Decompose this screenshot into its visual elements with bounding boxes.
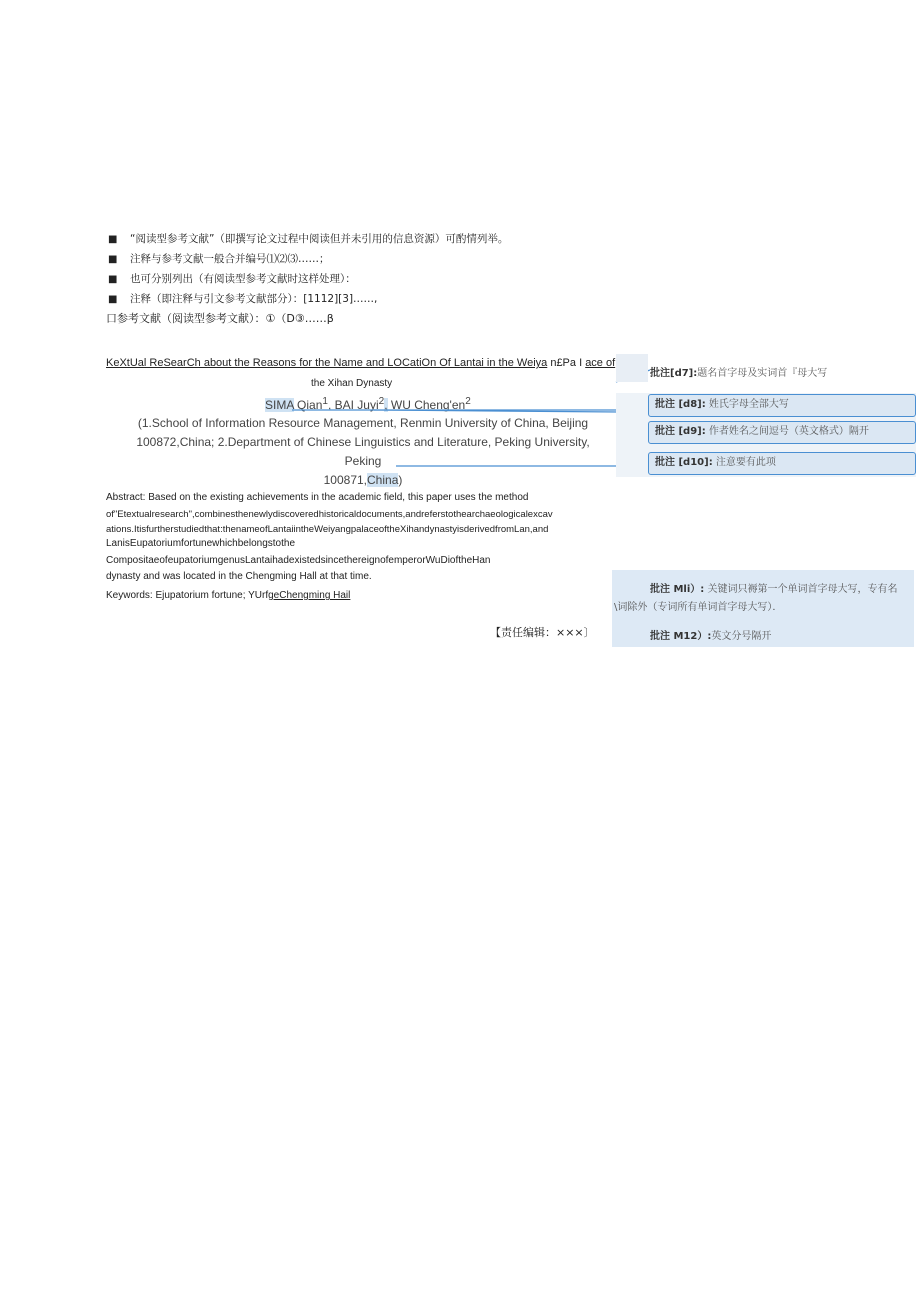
comment-d10-text: 注意要有此项 (712, 457, 776, 468)
connector-d9 (374, 410, 650, 432)
comment-m11-line-2: \词除外（专词所有单词首字母大写）． (614, 602, 783, 613)
author-3: WU Cheng'en (387, 398, 466, 412)
keywords-label: Keywords: Ejupatorium fortune; YUrf (106, 590, 269, 601)
responsible-editor: 【责任编辑：×××〕 (490, 626, 595, 639)
affiliation-line-2: 100872,China; 2.Department of Chinese Linguistics and Literature, Peking University, Peking (136, 435, 590, 468)
comment-d7-label: 批注[d7]: (650, 368, 698, 379)
note-text: 注释（即注释与引文参考文献部分）：[1112][3]……, (130, 293, 378, 305)
bullet-square: ■ (108, 234, 118, 245)
comment-d10[interactable] (648, 452, 916, 475)
affiliation-country: China (367, 473, 399, 487)
comment-m11-text: 关键词只褥第一个单词首字母大写，专有名 (704, 584, 898, 595)
abstract-line-4: LanisEupatoriumfortunewhichbelongstothe (106, 538, 296, 549)
comment-d7-text: 题名首字母及实词首『母大写 (697, 368, 828, 379)
author-1-surname: SIMA (265, 398, 294, 412)
affiliation-postcode: 100871, (323, 473, 368, 487)
abstract-line-2: of"Etextualresearch",combinesthenewlydiscoveredhistoricaldocuments,andreferstothearchaeologicalexcav (106, 509, 553, 520)
keywords-underlined: geChengming Hail (268, 590, 351, 601)
comment-d9-label: 批注 [d9]: (655, 426, 706, 437)
comment-d8-text: 姓氏字母全部大写 (705, 399, 789, 410)
title-mid: n£Pa I (547, 357, 586, 369)
note-text: 也可分别列出（有阅读型参考文献时这样处理）： (130, 273, 356, 285)
comment-m12-label: 批注 M12）: (650, 631, 712, 642)
note-text: 注释与参考文献一般合并编号⑴⑵⑶……； (130, 253, 330, 265)
comment-d7-anchor-shade (616, 354, 648, 382)
abstract-line-3: ations.Itisfurtherstudiedthat:thenameofLantaiintheWeiyangpalaceoftheXihandynastyisderivedfromLan,and (106, 524, 549, 535)
comment-d7[interactable] (650, 364, 827, 379)
affiliation-close: ) (398, 473, 403, 487)
author-2-affil: 2 (378, 396, 385, 407)
author-1-given: Qian (293, 398, 323, 412)
author-2: , BAI Juyi (327, 398, 379, 412)
paper-title-line-2: the Xihan Dynasty (311, 378, 393, 389)
bullet-square: ■ (108, 294, 118, 305)
comment-m11[interactable] (650, 580, 897, 595)
author-1-affil: 1 (322, 396, 328, 407)
comment-m12[interactable] (650, 627, 771, 642)
bullet-square: ■ (108, 274, 118, 285)
affiliation-line-1: (1.School of Information Resource Management, Renmin University of China, Beijing (137, 416, 589, 430)
comment-d9[interactable] (648, 421, 916, 444)
connector-d8 (292, 405, 650, 410)
connector-d10 (396, 463, 650, 466)
title-main: KeXtUal ReSearCh about the Reasons for the Name and LOCatiOn Of Lantai in the Weiya (106, 357, 548, 369)
title-end: ace of (585, 357, 616, 369)
comment-m12-text: 英文分号隔开 (711, 631, 772, 642)
comment-d8[interactable] (648, 394, 916, 417)
author-separator: , (384, 398, 388, 412)
abstract-line-5: CompositaeofeupatoriumgenusLantaihadexistedsincethereignofemperorWuDioftheHan (106, 555, 491, 566)
author-3-affil: 2 (465, 396, 471, 407)
comment-d10-label: 批注 [d10]: (655, 457, 713, 468)
comment-d8-label: 批注 [d8]: (655, 399, 706, 410)
comment-d9-text: 作者姓名之间逗号（英文格式）隔开 (705, 426, 869, 437)
bullet-square: ■ (108, 254, 118, 265)
reading-references-line: 口参考文献（阅读型参考文献）：①（D③……β (106, 312, 334, 325)
note-text: “阅读型参考文献”（即撰写论文过程中阅读但并未引用的信息资源）可酌情列举。 (130, 233, 509, 245)
abstract-line-1: Abstract: Based on the existing achievements in the academic field, this paper uses the method (106, 492, 529, 503)
comment-m11-label: 批注 Mli）: (650, 584, 705, 595)
abstract-line-6: dynasty and was located in the Chengming Hall at that time. (106, 571, 372, 582)
